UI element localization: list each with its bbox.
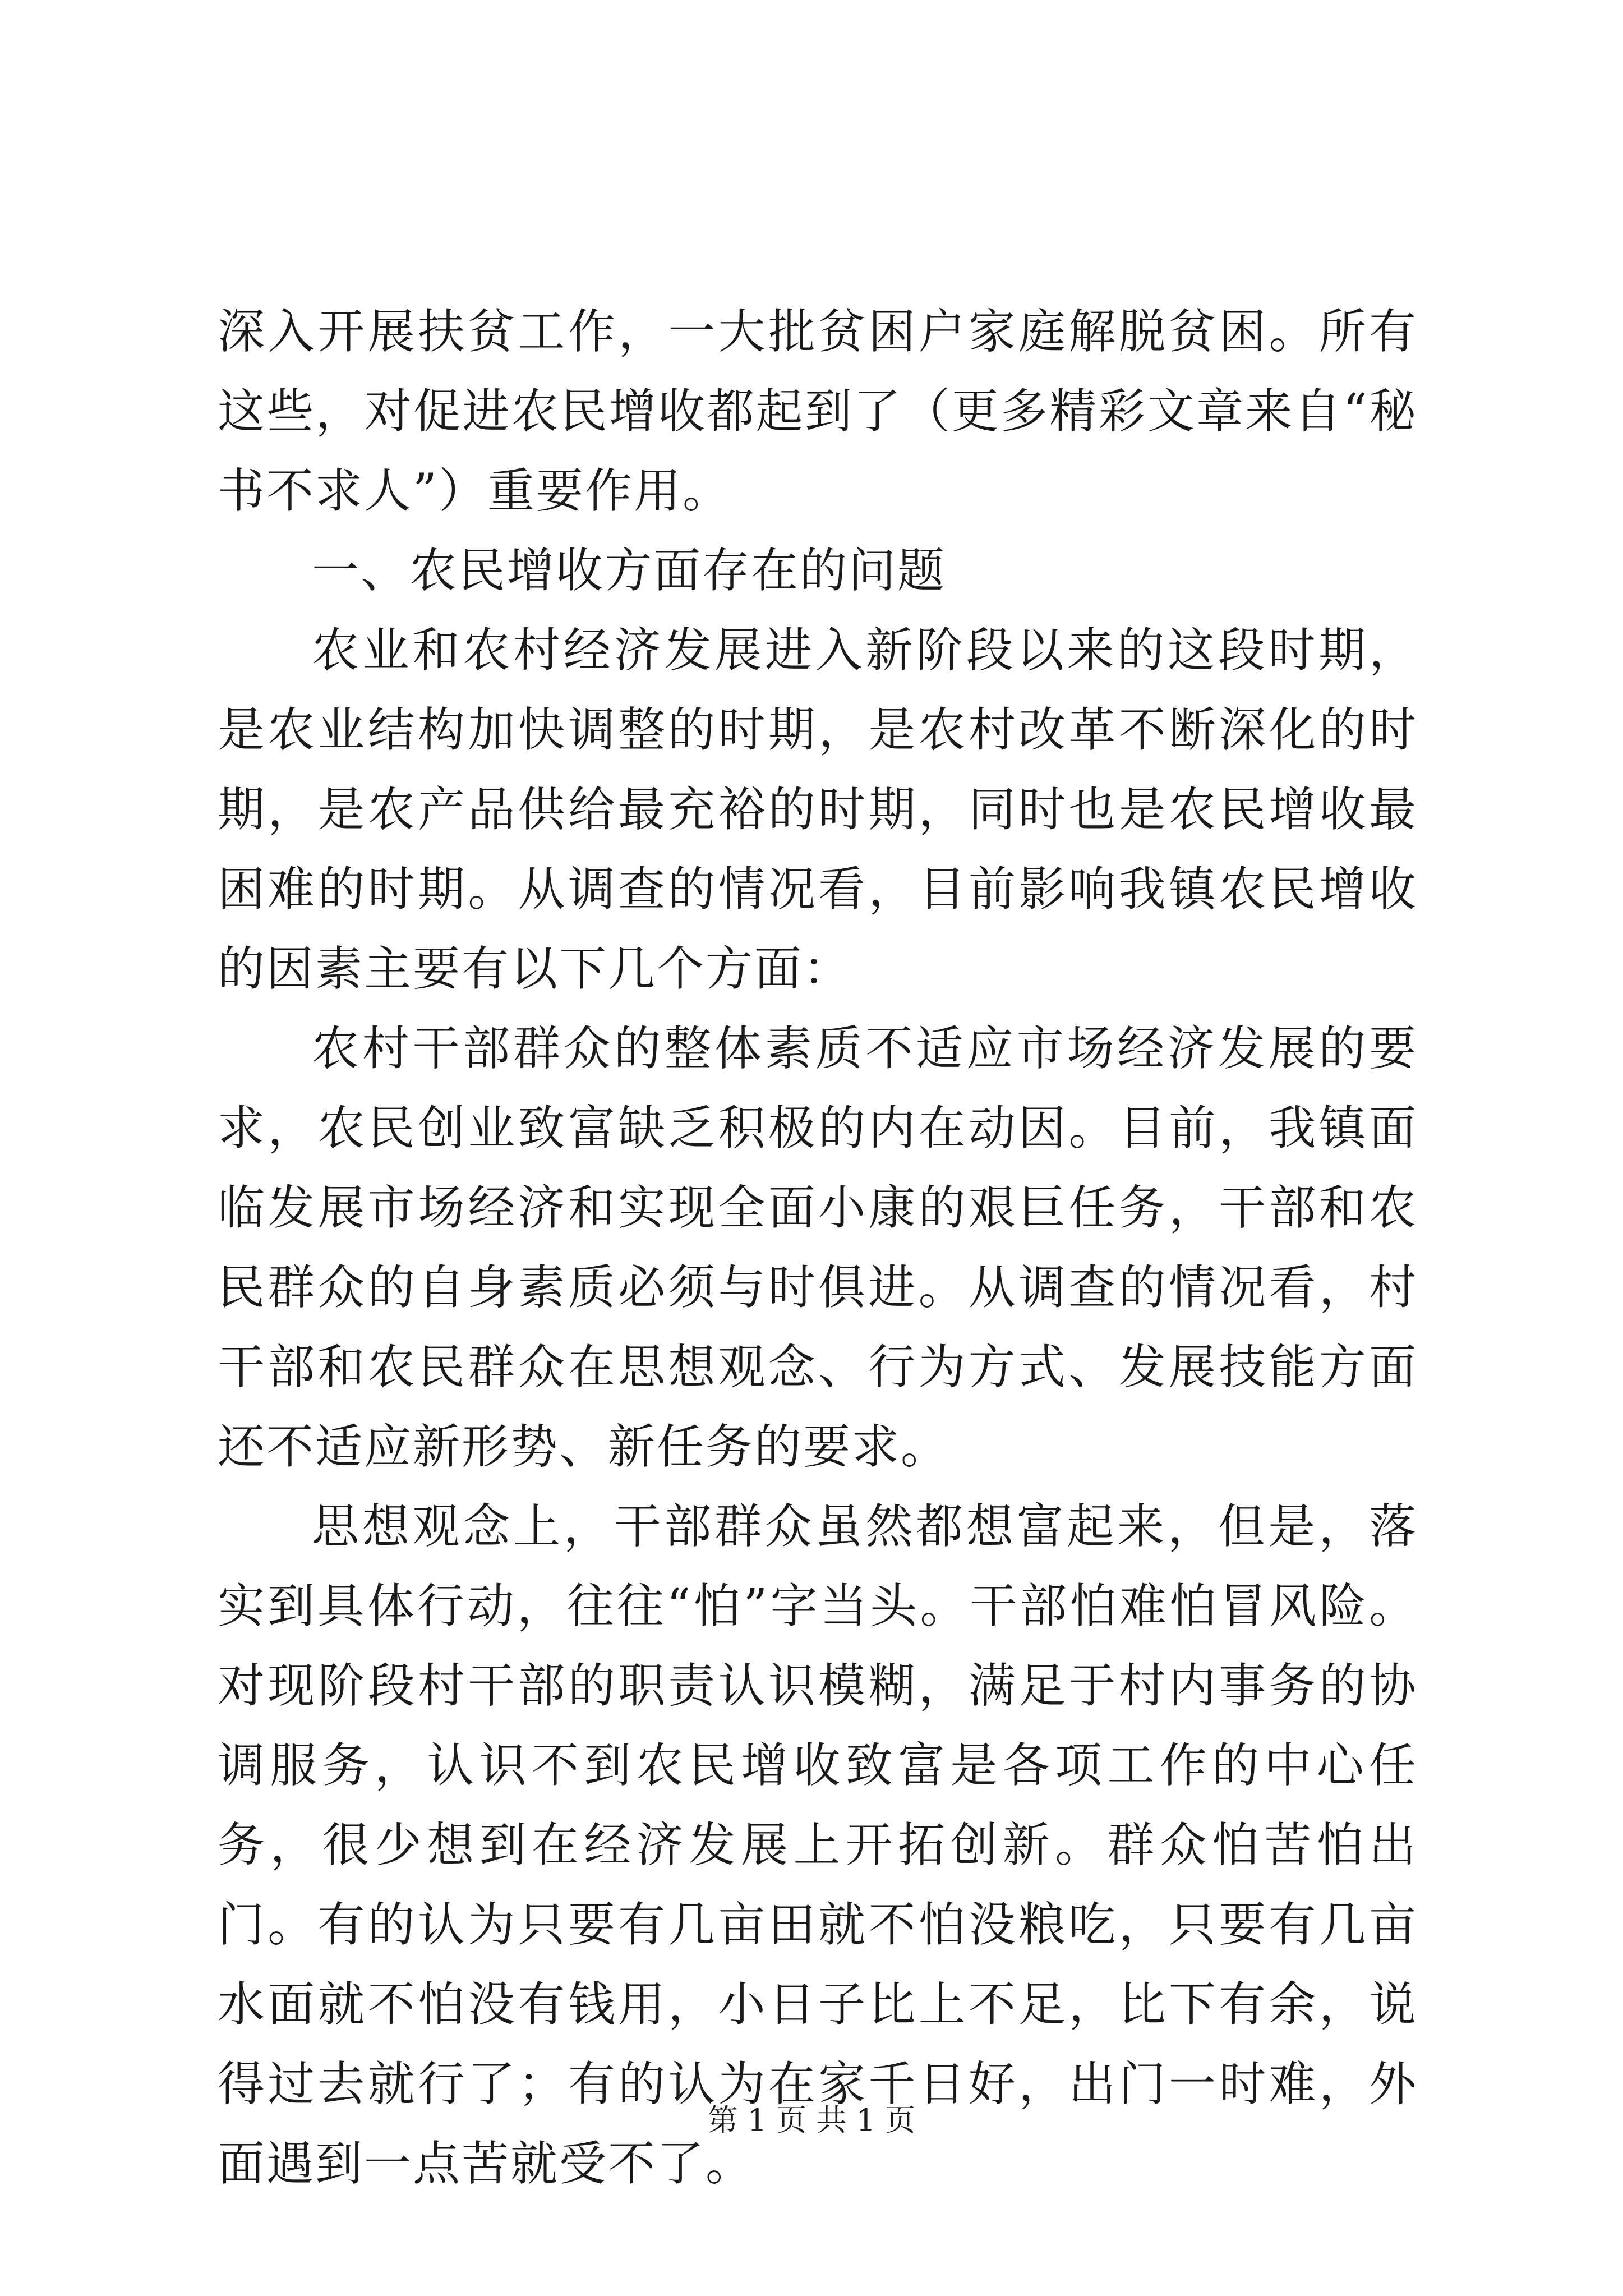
document-body (218, 292, 1418, 2203)
paragraph: 农村干部群众的整体素质不适应市场经济发展的要求，农民创业致富缺乏积极的内在动因。目前，我镇面临发展市场经济和实现全面小康的艰巨任务，干部和农民群众的自身素质必须与时俱进。从调查的情况看，村干部和农民群众在思想观念、行为方式、发展技能方面还不适应新形势、新任务的要求。 (218, 1021, 1418, 1474)
page-number-footer: 第 1 页 共 1 页 (707, 2102, 916, 2138)
paragraph-continuation: 深入开展扶贫工作，一大批贫困户家庭解脱贫困。所有这些，对促进农民增收都起到了（更多精彩文章来自“秘书不求人”）重要作用。 (218, 304, 1418, 518)
paragraph: 农业和农村经济发展进入新阶段以来的这段时期，是农业结构加快调整的时期，是农村改革不断深化的时期，是农产品供给最充裕的时期，同时也是农民增收最困难的时期。从调查的情况看，目前影响我镇农民增收的因素主要有以下几个方面： (218, 623, 1418, 996)
paragraph: 思想观念上，干部群众虽然都想富起来，但是，落实到具体行动，往往“怕”字当头。干部怕难怕冒风险。对现阶段村干部的职责认识模糊，满足于村内事务的协调服务，认识不到农民增收致富是各项工作的中心任务，很少想到在经济发展上开拓创新。群众怕苦怕出门。有的认为只要有几亩田就不怕没粮吃，只要有几亩水面就不怕没有钱用，小日子比上不足，比下有余，说得过去就行了；有的认为在家千日好，出门一时难，外面遇到一点苦就受不了。 (218, 1499, 1418, 2191)
section-heading: 一、农民增收方面存在的问题 (312, 543, 947, 598)
